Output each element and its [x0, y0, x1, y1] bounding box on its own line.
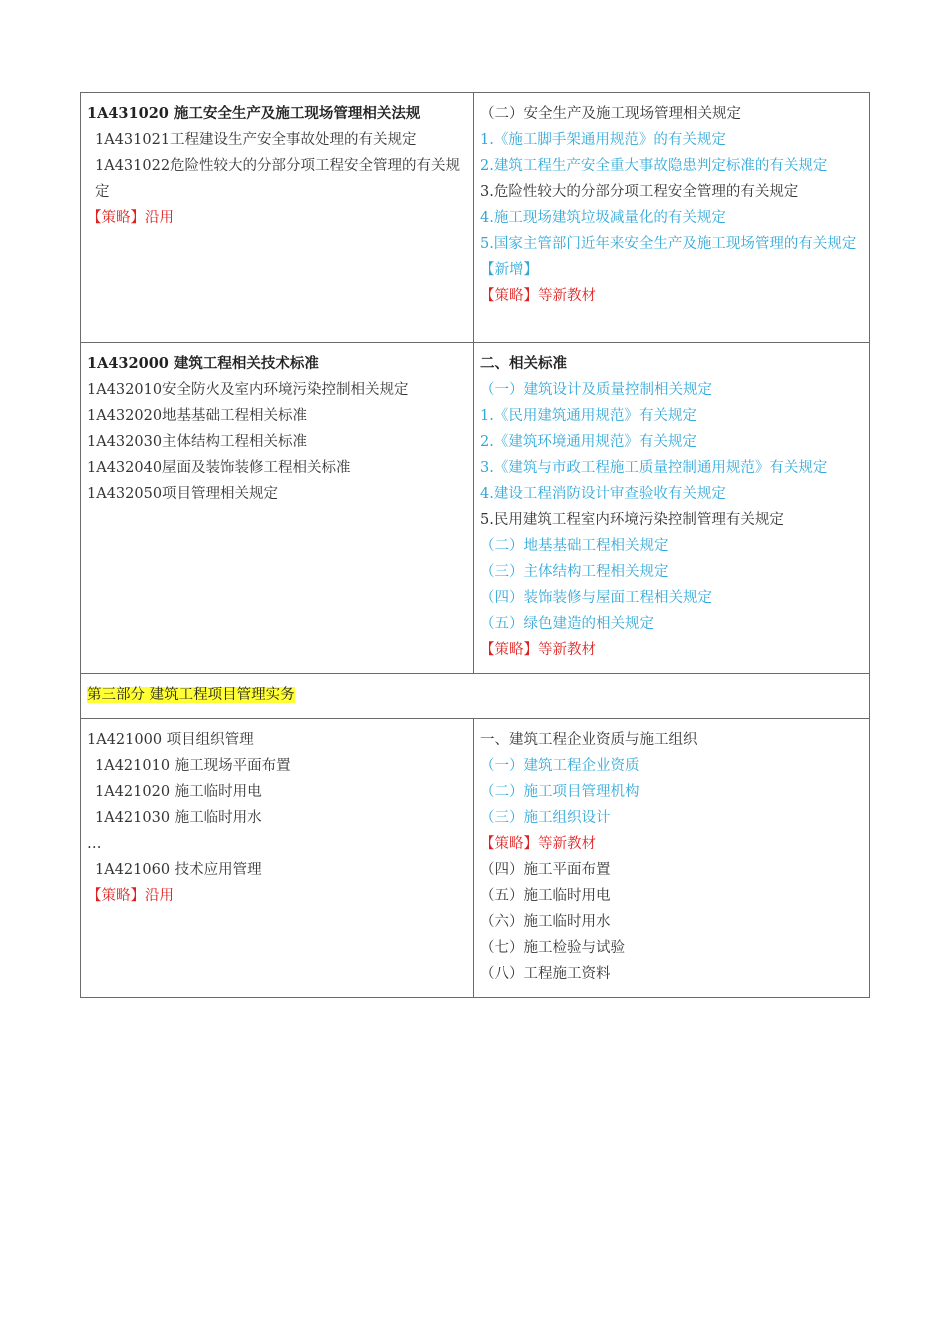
cell-line: 1A421060 技术应用管理	[95, 862, 262, 878]
cell-line: 1A432020地基基础工程相关标准	[87, 408, 308, 424]
new-syllabus-cell	[474, 343, 870, 674]
cell-line: 1A432040屋面及装饰装修工程相关标准	[87, 460, 351, 476]
cell-line: 【策略】沿用	[87, 888, 174, 904]
cell-line: （一）建筑工程企业资质	[480, 758, 640, 774]
cell-line: 【策略】等新教材	[480, 288, 596, 304]
cell-line: 1A421020 施工临时用电	[95, 784, 262, 800]
cell-line: 2.《建筑环境通用规范》有关规定	[480, 434, 697, 450]
new-syllabus-cell	[474, 93, 870, 343]
new-syllabus-cell	[474, 719, 870, 998]
cell-line: 1A431022危险性较大的分部分项工程安全管理的有关规定	[95, 158, 461, 200]
cell-line: （四）施工平面布置	[480, 862, 611, 878]
cell-line: 1A421010 施工现场平面布置	[95, 758, 291, 774]
cell-line: 1A432030主体结构工程相关标准	[87, 434, 308, 450]
cell-line: （四）装饰装修与屋面工程相关规定	[480, 590, 712, 606]
cell-line: 1.《民用建筑通用规范》有关规定	[480, 408, 697, 424]
cell-line: 3.危险性较大的分部分项工程安全管理的有关规定	[480, 184, 799, 200]
section-title: 第三部分 建筑工程项目管理实务	[87, 687, 295, 703]
syllabus-comparison-table	[80, 92, 870, 998]
table-row	[81, 93, 870, 343]
cell-line: 1.《施工脚手架通用规范》的有关规定	[480, 132, 726, 148]
cell-line: （八）工程施工资料	[480, 966, 611, 982]
cell-line: 5.国家主管部门近年来安全生产及施工现场管理的有关规定	[480, 236, 857, 252]
cell-line: 1A432010安全防火及室内环境污染控制相关规定	[87, 382, 409, 398]
cell-line: …	[87, 836, 102, 852]
cell-line: （六）施工临时用水	[480, 914, 611, 930]
cell-line: 二、相关标准	[480, 355, 567, 372]
section-header-cell	[81, 674, 870, 719]
cell-line: （三）主体结构工程相关规定	[480, 564, 669, 580]
cell-line: 【新增】	[480, 262, 538, 278]
old-syllabus-cell	[81, 719, 474, 998]
cell-line: （三）施工组织设计	[480, 810, 611, 826]
cell-line: 1A432000 建筑工程相关技术标准	[87, 355, 319, 372]
cell-line: （七）施工检验与试验	[480, 940, 625, 956]
cell-line: 【策略】沿用	[87, 210, 174, 226]
old-syllabus-cell	[81, 93, 474, 343]
cell-line: 4.建设工程消防设计审查验收有关规定	[480, 486, 726, 502]
cell-line: 【策略】等新教材	[480, 836, 596, 852]
table-row	[81, 343, 870, 674]
cell-line: 1A421030 施工临时用水	[95, 810, 262, 826]
cell-line: 2.建筑工程生产安全重大事故隐患判定标准的有关规定	[480, 158, 828, 174]
cell-line: （二）安全生产及施工现场管理相关规定	[480, 106, 741, 122]
cell-line: 1A431021工程建设生产安全事故处理的有关规定	[95, 132, 417, 148]
cell-line: 4.施工现场建筑垃圾减量化的有关规定	[480, 210, 726, 226]
cell-line: 1A431020 施工安全生产及施工现场管理相关法规	[87, 105, 421, 122]
cell-line: 3.《建筑与市政工程施工质量控制通用规范》有关规定	[480, 460, 828, 476]
cell-line: 一、建筑工程企业资质与施工组织	[480, 732, 698, 748]
cell-line: （二）施工项目管理机构	[480, 784, 640, 800]
cell-line: （五）绿色建造的相关规定	[480, 616, 654, 632]
old-syllabus-cell	[81, 343, 474, 674]
cell-line: （二）地基基础工程相关规定	[480, 538, 669, 554]
cell-line: 1A432050项目管理相关规定	[87, 486, 279, 502]
section-header-row	[81, 674, 870, 719]
cell-line: 【策略】等新教材	[480, 642, 596, 658]
cell-line: 1A421000 项目组织管理	[87, 732, 254, 748]
cell-line: （一）建筑设计及质量控制相关规定	[480, 382, 712, 398]
table-row	[81, 719, 870, 998]
cell-line: 5.民用建筑工程室内环境污染控制管理有关规定	[480, 512, 784, 528]
cell-line: （五）施工临时用电	[480, 888, 611, 904]
